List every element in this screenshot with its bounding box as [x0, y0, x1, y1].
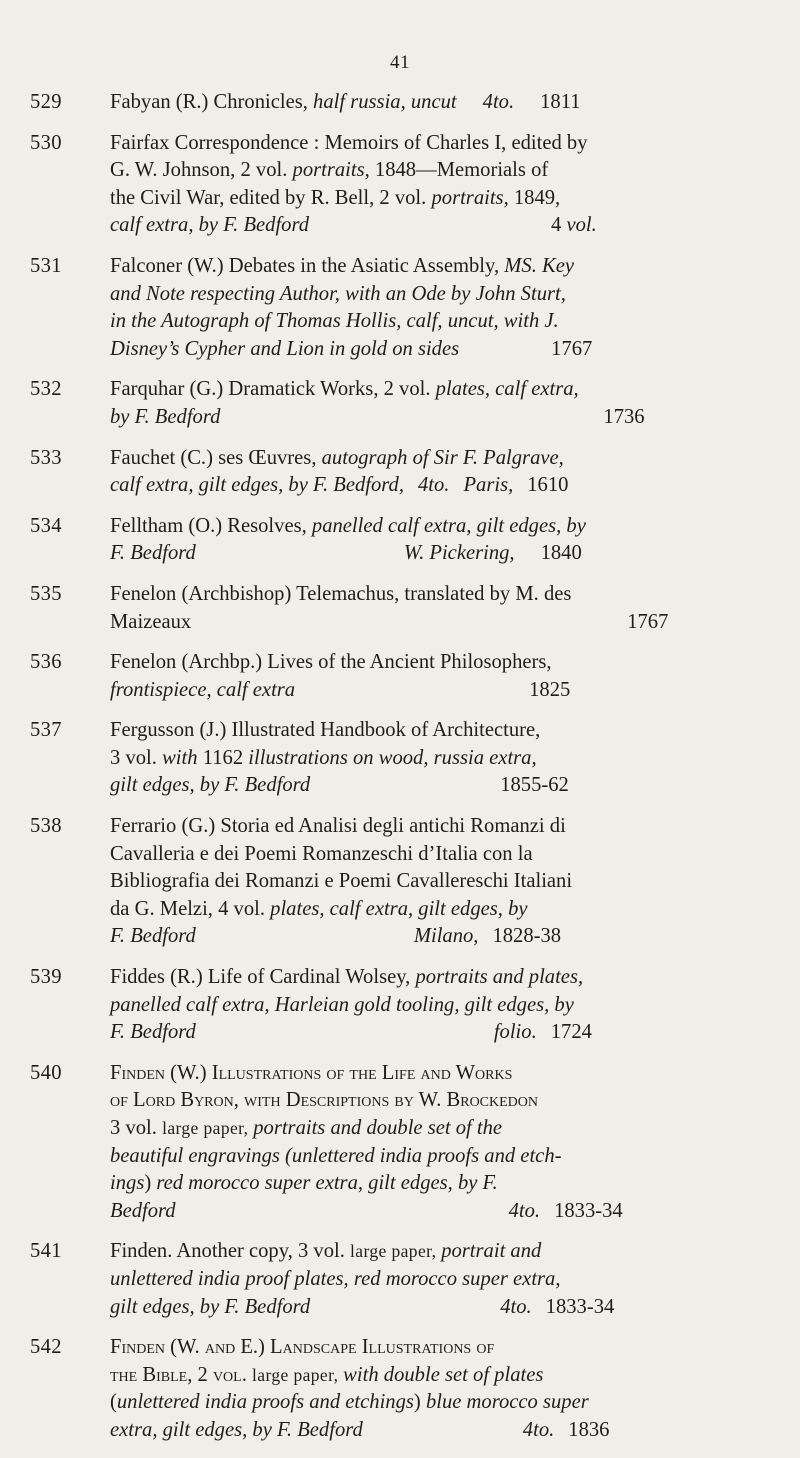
entry-535	[30, 581, 740, 636]
lot-number: 530	[30, 131, 62, 154]
entry-534	[30, 513, 740, 568]
entry-542	[30, 1334, 740, 1444]
entry-line: calf extra, gilt edges, by F. Bedford, 4to. Paris, 1610	[110, 474, 569, 497]
entry-line: Fenelon (Archbishop) Telemachus, translated by M. des	[110, 582, 572, 605]
entry-line: Falconer (W.) Debates in the Asiatic Assembly, MS. Key	[110, 254, 575, 277]
entry-line: extra, gilt edges, by F. Bedford 4to. 1836	[110, 1418, 610, 1441]
lot-number: 532	[30, 378, 62, 401]
lot-number: 540	[30, 1061, 62, 1084]
entry-536	[30, 649, 740, 704]
lot-number: 533	[30, 446, 62, 469]
entry-533	[30, 445, 740, 500]
entry-line: Fairfax Correspondence : Memoirs of Charles I, edited by	[110, 131, 588, 154]
entry-line: Cavalleria e dei Poemi Romanzeschi d’Italia con la	[110, 842, 533, 865]
catalogue-entries	[30, 89, 740, 1458]
lot-number: 542	[30, 1336, 62, 1359]
entry-line: by F. Bedford 1736	[110, 405, 645, 428]
entry-line: (unlettered india proofs and etchings) blue morocco super	[110, 1391, 589, 1414]
lot-number: 529	[30, 91, 62, 113]
lot-number: 535	[30, 582, 62, 605]
entry-line: gilt edges, by F. Bedford 1855-62	[110, 774, 569, 797]
entry-line: and Note respecting Author, with an Ode by John Sturt,	[110, 282, 566, 305]
entry-line: Finden. Another copy, 3 vol. large paper, portrait and	[110, 1240, 542, 1263]
entry-line: 3 vol. large paper, portraits and double set of the	[110, 1117, 503, 1139]
entry-line: 3 vol. with 1162 illustrations on wood, russia extra,	[110, 746, 537, 769]
entry-line: Disney’s Cypher and Lion in gold on sides 1767	[110, 337, 593, 360]
entry-line: F. Bedford folio. 1724	[110, 1021, 592, 1044]
entry-line: da G. Melzi, 4 vol. plates, calf extra, gilt edges, by	[110, 897, 528, 920]
entry-line: Finden (W. and E.) Landscape Illustrations of	[110, 1336, 495, 1359]
lot-number: 536	[30, 651, 62, 674]
entry-line: Fauchet (C.) ses Œuvres, autograph of Sir F. Palgrave,	[110, 446, 564, 469]
entry-540	[30, 1060, 740, 1226]
lot-number: 538	[30, 815, 62, 838]
lot-number: 537	[30, 719, 62, 742]
entry-532	[30, 376, 740, 431]
entry-line: ings) red morocco super extra, gilt edges, by F.	[110, 1172, 498, 1195]
entry-line: unlettered india proof plates, red morocco super extra,	[110, 1267, 561, 1290]
entry-530	[30, 130, 740, 240]
entry-541	[30, 1238, 740, 1321]
entry-line: Fergusson (J.) Illustrated Handbook of Architecture,	[110, 719, 541, 742]
entry-line: of Lord Byron, with Descriptions by W. Brockedon	[110, 1089, 539, 1112]
entry-529	[30, 89, 740, 117]
entry-line: Maizeaux 1767	[110, 610, 669, 633]
entry-line: G. W. Johnson, 2 vol. portraits, 1848—Memorials of	[110, 159, 549, 182]
entry-line: panelled calf extra, Harleian gold tooling, gilt edges, by	[110, 993, 574, 1016]
entry-539	[30, 964, 740, 1047]
entry-line: F. Bedford W. Pickering, 1840	[110, 542, 582, 565]
entry-line: Bedford 4to. 1833-34	[110, 1199, 623, 1222]
entry-line: gilt edges, by F. Bedford 4to. 1833-34	[110, 1295, 615, 1318]
lot-number: 539	[30, 966, 62, 989]
entry-line: Bibliografia dei Romanzi e Poemi Cavallereschi Italiani	[110, 870, 573, 893]
entry-line: calf extra, by F. Bedford 4 vol.	[110, 214, 597, 237]
lot-number: 534	[30, 514, 62, 537]
entry-538	[30, 813, 740, 951]
entry-line: the Bible, 2 vol. large paper, with double set of plates	[110, 1363, 544, 1386]
entry-line: in the Autograph of Thomas Hollis, calf, uncut, with J.	[110, 310, 559, 333]
entry-line: Fabyan (R.) Chronicles, half russia, uncut 4to. 1811	[110, 91, 581, 113]
entry-531	[30, 253, 740, 363]
entry-line: Finden (W.) Illustrations of the Life and Works	[110, 1061, 513, 1084]
entry-line: Felltham (O.) Resolves, panelled calf extra, gilt edges, by	[110, 514, 586, 537]
entry-line: Fenelon (Archbp.) Lives of the Ancient Philosophers,	[110, 651, 552, 674]
entry-line: F. Bedford Milano, 1828-38	[110, 925, 562, 948]
entry-line: beautiful engravings (unlettered india proofs and etch-	[110, 1144, 562, 1167]
entry-line: Ferrario (G.) Storia ed Analisi degli antichi Romanzi di	[110, 815, 566, 838]
page-number: 41	[390, 52, 410, 73]
entry-line: Farquhar (G.) Dramatick Works, 2 vol. plates, calf extra,	[110, 378, 579, 401]
lot-number: 541	[30, 1240, 62, 1263]
entry-line: Fiddes (R.) Life of Cardinal Wolsey, portraits and plates,	[110, 966, 584, 989]
entry-line: the Civil War, edited by R. Bell, 2 vol. portraits, 1849,	[110, 186, 561, 209]
entry-537	[30, 717, 740, 800]
lot-number: 531	[30, 254, 62, 277]
entry-line: frontispiece, calf extra 1825	[110, 678, 571, 701]
